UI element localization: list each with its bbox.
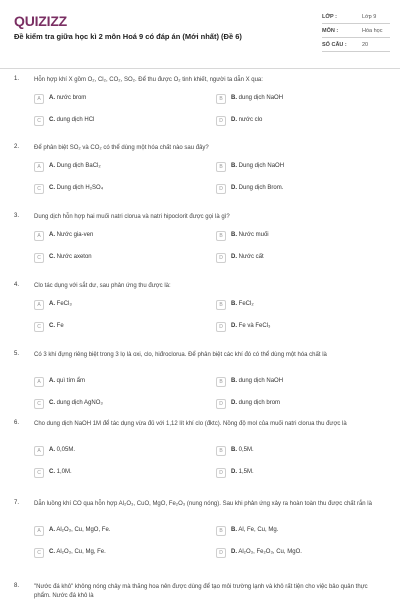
- question-text: Clo tác dụng với sắt dư, sau phản ứng thu được là:: [34, 283, 171, 289]
- option-label: Dung dịch H₂SO₄: [56, 185, 104, 191]
- option-letter-box: B: [216, 231, 226, 241]
- option-prefix: A.: [49, 163, 55, 169]
- option-prefix: C.: [49, 254, 55, 260]
- meta-row-subject: [322, 24, 390, 38]
- answer-option-a[interactable]: [34, 231, 204, 245]
- option-label: Fe và FeCl₃: [238, 323, 271, 329]
- option-text: [231, 527, 278, 533]
- option-prefix: D.: [231, 469, 237, 475]
- question-number: 6.: [14, 420, 20, 426]
- meta-value: Lớp 9: [362, 13, 377, 20]
- option-text: [231, 232, 269, 238]
- option-label: Dung dịch NaOH: [238, 163, 285, 169]
- option-text: [231, 378, 283, 384]
- page-header: [0, 0, 400, 70]
- option-prefix: B.: [231, 232, 237, 238]
- option-text: [231, 95, 283, 101]
- option-prefix: A.: [49, 378, 55, 384]
- answer-option-d[interactable]: [216, 184, 386, 198]
- option-prefix: C.: [49, 549, 55, 555]
- answer-option-d[interactable]: [216, 253, 386, 267]
- option-text: [231, 323, 270, 329]
- option-label: dung dịch brom: [238, 400, 281, 406]
- option-prefix: D.: [231, 185, 237, 191]
- answer-option-c[interactable]: [34, 468, 204, 482]
- meta-key: LỚP :: [322, 13, 337, 20]
- option-letter-box: B: [216, 300, 226, 310]
- question-text: Để phân biệt SO₂ và CO₂ có thể dùng một hóa chất nào sau đây?: [34, 145, 209, 151]
- option-label: Dung dịch Brom.: [238, 185, 284, 191]
- meta-key: SỐ CÂU :: [322, 41, 347, 48]
- option-text: [49, 301, 72, 307]
- option-text: [231, 549, 302, 555]
- option-prefix: C.: [49, 117, 55, 123]
- option-letter-box: A: [34, 300, 44, 310]
- question-number: 4.: [14, 282, 20, 288]
- option-text: [231, 163, 284, 169]
- meta-value: 20: [362, 41, 369, 48]
- option-text: [231, 447, 254, 453]
- option-text: [49, 95, 86, 101]
- option-label: 0,05M.: [56, 447, 76, 453]
- option-prefix: C.: [49, 400, 55, 406]
- meta-value: Hóa học: [362, 27, 383, 34]
- option-letter-box: D: [216, 399, 226, 409]
- option-letter-box: A: [34, 94, 44, 104]
- option-label: Fe: [56, 323, 64, 329]
- answer-option-a[interactable]: [34, 377, 204, 391]
- option-letter-box: B: [216, 377, 226, 387]
- answer-option-b[interactable]: [216, 526, 386, 540]
- meta-key: MÔN :: [322, 27, 339, 34]
- option-text: [49, 527, 110, 533]
- answer-option-a[interactable]: [34, 446, 204, 460]
- meta-table: [322, 10, 390, 52]
- option-label: quì tím ẩm: [56, 378, 86, 384]
- option-text: [231, 254, 264, 260]
- option-prefix: B.: [231, 163, 237, 169]
- question-text: Dẫn luồng khí CO qua hỗn hợp Al₂O₃, CuO, MgO, Fe₂O₃ (nung nóng). Sau khi phản ứng xảy ra hoàn toàn thu được chất rắn là: [34, 501, 372, 507]
- answer-option-d[interactable]: [216, 322, 386, 336]
- answer-option-c[interactable]: [34, 399, 204, 413]
- option-text: [49, 447, 75, 453]
- option-letter-box: A: [34, 446, 44, 456]
- option-label: Al, Fe, Cu, Mg.: [238, 527, 279, 533]
- answer-option-a[interactable]: [34, 526, 204, 540]
- answer-option-c[interactable]: [34, 184, 204, 198]
- option-label: 1,5M.: [238, 469, 254, 475]
- option-prefix: D.: [231, 254, 237, 260]
- option-letter-box: C: [34, 116, 44, 126]
- question-number: 7.: [14, 500, 20, 506]
- option-prefix: A.: [49, 527, 55, 533]
- option-prefix: A.: [49, 447, 55, 453]
- question-text: "Nước đá khô" không nóng chảy mà thăng hoa nên được dùng để tạo môi trường lạnh và khô rất tiện cho việc bảo quản thực phẩm. Nước đá khô là: [34, 584, 368, 599]
- option-text: [49, 378, 85, 384]
- option-letter-box: A: [34, 377, 44, 387]
- option-prefix: C.: [49, 323, 55, 329]
- answer-option-d[interactable]: [216, 548, 386, 562]
- quizizz-logo: QUIZIZZ: [14, 13, 68, 29]
- option-label: Al₂O₃, Cu, MgO, Fe.: [56, 527, 111, 533]
- answer-option-b[interactable]: [216, 231, 386, 245]
- option-letter-box: D: [216, 322, 226, 332]
- option-letter-box: C: [34, 184, 44, 194]
- option-letter-box: C: [34, 253, 44, 263]
- option-text: [49, 549, 106, 555]
- option-letter-box: B: [216, 162, 226, 172]
- answer-option-b[interactable]: [216, 446, 386, 460]
- option-prefix: A.: [49, 95, 55, 101]
- option-label: Nước cất: [238, 254, 264, 260]
- option-label: FeCl₂: [238, 301, 254, 307]
- option-letter-box: C: [34, 548, 44, 558]
- option-label: nước brom: [56, 95, 87, 101]
- answer-option-b[interactable]: [216, 162, 386, 176]
- option-letter-box: C: [34, 399, 44, 409]
- option-prefix: B.: [231, 447, 237, 453]
- option-text: [49, 400, 103, 406]
- question-number: 5.: [14, 351, 20, 357]
- option-prefix: B.: [231, 95, 237, 101]
- question-number: 2.: [14, 144, 20, 150]
- meta-row-count: [322, 38, 390, 52]
- option-text: [49, 163, 101, 169]
- option-text: [49, 185, 103, 191]
- option-prefix: B.: [231, 378, 237, 384]
- option-label: Al₂O₃, Cu, Mg, Fe.: [56, 549, 106, 555]
- option-text: [49, 232, 93, 238]
- answer-option-a[interactable]: [34, 94, 204, 108]
- answer-option-b[interactable]: [216, 94, 386, 108]
- option-text: [231, 469, 254, 475]
- option-label: 1,0M.: [56, 469, 72, 475]
- option-label: dung dịch HCl: [56, 117, 95, 123]
- option-letter-box: A: [34, 231, 44, 241]
- option-label: Al₂O₃, Fe₂O₃, Cu, MgO.: [238, 549, 302, 555]
- answer-option-d[interactable]: [216, 116, 386, 130]
- question-text: Cho dung dịch NaOH 1M để tác dụng vừa đủ với 1,12 lít khí clo (đktc). Nồng độ mol của muối natri clorua thu được là: [34, 421, 347, 427]
- option-letter-box: C: [34, 322, 44, 332]
- option-text: [49, 323, 64, 329]
- option-label: dung dịch NaOH: [238, 95, 284, 101]
- option-letter-box: B: [216, 446, 226, 456]
- option-prefix: D.: [231, 400, 237, 406]
- answer-option-c[interactable]: [34, 548, 204, 562]
- option-letter-box: C: [34, 468, 44, 478]
- question-text: Dung dịch hỗn hợp hai muối natri clorua và natri hipoclorit được gọi là gì?: [34, 214, 230, 220]
- option-label: dung dịch NaOH: [238, 378, 284, 384]
- option-text: [49, 254, 92, 260]
- option-letter-box: D: [216, 548, 226, 558]
- option-label: Nước gia-ven: [56, 232, 94, 238]
- option-prefix: C.: [49, 185, 55, 191]
- answer-option-a[interactable]: [34, 300, 204, 314]
- question-text: Có 3 khí đựng riêng biệt trong 3 lọ là oxi, clo, hiđroclorua. Để phân biệt các khí đó có thể dùng một hóa chất là: [34, 352, 327, 358]
- option-text: [49, 469, 72, 475]
- answer-option-b[interactable]: [216, 377, 386, 391]
- option-text: [231, 400, 280, 406]
- answer-option-c[interactable]: [34, 116, 204, 130]
- option-prefix: C.: [49, 469, 55, 475]
- question-number: 3.: [14, 213, 20, 219]
- option-prefix: A.: [49, 232, 55, 238]
- option-letter-box: D: [216, 468, 226, 478]
- answer-option-c[interactable]: [34, 322, 204, 336]
- option-text: [231, 185, 283, 191]
- option-letter-box: D: [216, 184, 226, 194]
- option-letter-box: B: [216, 526, 226, 536]
- option-prefix: D.: [231, 323, 237, 329]
- option-prefix: B.: [231, 301, 237, 307]
- option-letter-box: B: [216, 94, 226, 104]
- option-prefix: D.: [231, 117, 237, 123]
- option-label: nước clo: [238, 117, 263, 123]
- answer-option-b[interactable]: [216, 300, 386, 314]
- page-title: Đề kiểm tra giữa học kì 2 môn Hoá 9 có đáp án (Mới nhất) (Đề 6): [14, 32, 242, 41]
- option-label: Dung dịch BaCl₂: [56, 163, 101, 169]
- question-number: 1.: [14, 76, 20, 82]
- option-label: Nước muối: [238, 232, 269, 238]
- option-text: [231, 117, 262, 123]
- option-label: FeCl₃: [56, 301, 72, 307]
- option-prefix: B.: [231, 527, 237, 533]
- option-label: dung dịch AgNO₃: [56, 400, 103, 406]
- option-label: Nước axeton: [56, 254, 92, 260]
- meta-row-class: [322, 10, 390, 24]
- answer-option-a[interactable]: [34, 162, 204, 176]
- option-letter-box: A: [34, 526, 44, 536]
- option-letter-box: D: [216, 253, 226, 263]
- answer-option-d[interactable]: [216, 399, 386, 413]
- header-divider: [0, 68, 400, 69]
- option-text: [49, 117, 94, 123]
- answer-option-d[interactable]: [216, 468, 386, 482]
- question-text: Hỗn hợp khí X gồm O₂, Cl₂, CO₂, SO₂. Để thu được O₂ tinh khiết, người ta dẫn X qua:: [34, 77, 263, 83]
- answer-option-c[interactable]: [34, 253, 204, 267]
- option-letter-box: A: [34, 162, 44, 172]
- option-text: [231, 301, 254, 307]
- option-prefix: A.: [49, 301, 55, 307]
- question-number: 8.: [14, 583, 20, 589]
- option-letter-box: D: [216, 116, 226, 126]
- option-label: 0,5M.: [238, 447, 254, 453]
- option-prefix: D.: [231, 549, 237, 555]
